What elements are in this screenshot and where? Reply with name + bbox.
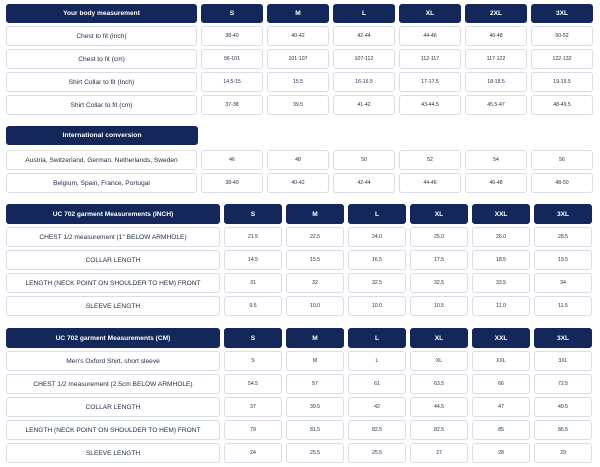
row-label: SLEEVE LENGTH [6, 296, 220, 316]
value-cell: 47 [472, 397, 530, 417]
row-label: CHEST 1/2 measurement (1" BELOW ARMHOLE) [6, 227, 220, 247]
value-cell: 16-16.5 [333, 72, 395, 92]
size-3xl-header: 3XL [531, 4, 593, 23]
size-2xl-header: 2XL [465, 4, 527, 23]
value-cell: 38-40 [201, 173, 263, 193]
value-cell: 15.5 [286, 250, 344, 270]
value-cell: 107-112 [333, 49, 395, 69]
table-row [6, 72, 594, 92]
value-cell: 25.0 [410, 227, 468, 247]
value-cell: 81.5 [286, 420, 344, 440]
value-cell: 41-42 [333, 95, 395, 115]
value-cell: 85 [472, 420, 530, 440]
value-cell: 24 [224, 443, 282, 463]
value-cell: 11.0 [472, 296, 530, 316]
cm-measurement-table [6, 328, 594, 466]
cm-title: UC 702 garment Measurements (CM) [6, 328, 220, 348]
value-cell: 37-38 [201, 95, 263, 115]
value-cell: 33.5 [472, 273, 530, 293]
size-s-header: S [224, 204, 282, 224]
row-label: Shirt Collar to fit (cm) [6, 95, 197, 115]
value-cell: 39.5 [267, 95, 329, 115]
value-cell: 82.5 [410, 420, 468, 440]
value-cell: 57 [286, 374, 344, 394]
value-cell: 25.5 [286, 443, 344, 463]
size-l-header: L [348, 204, 406, 224]
value-cell: L [348, 351, 406, 371]
value-cell: 48-49.5 [531, 95, 593, 115]
row-label: CHEST 1/2 measurement (2.5cm BELOW ARMHOLE) [6, 374, 220, 394]
value-cell: 24.0 [348, 227, 406, 247]
value-cell: 15.5 [267, 72, 329, 92]
size-m-header: M [286, 204, 344, 224]
size-xl-header: XL [410, 328, 468, 348]
value-cell: 82.5 [348, 420, 406, 440]
size-xl-header: XL [410, 204, 468, 224]
row-label: LENGTH (NECK POINT ON SHOULDER TO HEM) FRONT [6, 420, 220, 440]
table-row [6, 173, 594, 193]
value-cell: 45.5-47 [465, 95, 527, 115]
table-row [6, 420, 594, 440]
value-cell: 40-42 [267, 173, 329, 193]
body-measurement-table [6, 4, 594, 118]
value-cell: 66 [472, 374, 530, 394]
value-cell: 86.5 [534, 420, 592, 440]
table-row [6, 95, 594, 115]
value-cell: 31 [224, 273, 282, 293]
size-xl-header: XL [399, 4, 461, 23]
value-cell: 122-132 [531, 49, 593, 69]
value-cell: 63.5 [410, 374, 468, 394]
value-cell: 19-19.5 [531, 72, 593, 92]
inch-header-row [6, 204, 594, 224]
value-cell: 56 [531, 150, 593, 170]
value-cell: 72.5 [534, 374, 592, 394]
row-label: COLLAR LENGTH [6, 397, 220, 417]
value-cell: 10.0 [286, 296, 344, 316]
cm-header-row [6, 328, 594, 348]
value-cell: XXL [472, 351, 530, 371]
table-row [6, 397, 594, 417]
value-cell: 27 [410, 443, 468, 463]
value-cell: 28.5 [534, 227, 592, 247]
value-cell: 54.5 [224, 374, 282, 394]
value-cell: 9.5 [224, 296, 282, 316]
row-label: Men's Oxford Shirt, short sleeve [6, 351, 220, 371]
table-row [6, 49, 594, 69]
value-cell: 14.5-15 [201, 72, 263, 92]
row-label: SLEEVE LENGTH [6, 443, 220, 463]
value-cell: 43-44.5 [399, 95, 461, 115]
value-cell: 21.5 [224, 227, 282, 247]
value-cell: 3XL [534, 351, 592, 371]
table-row [6, 443, 594, 463]
row-label: Belgium, Spain, France, Portugal [6, 173, 197, 193]
value-cell: 19.5 [534, 250, 592, 270]
value-cell: 32.5 [348, 273, 406, 293]
size-m-header: M [286, 328, 344, 348]
row-label: Shirt Collar to fit (Inch) [6, 72, 197, 92]
value-cell: 42-44 [333, 26, 395, 46]
body-title: Your body measurement [6, 4, 197, 23]
value-cell: 39.5 [286, 397, 344, 417]
size-3xl-header: 3XL [534, 204, 592, 224]
value-cell: 16.5 [348, 250, 406, 270]
value-cell: 32 [286, 273, 344, 293]
table-row [6, 150, 594, 170]
inch-title: UC 702 garment Measurements (INCH) [6, 204, 220, 224]
size-xxl-header: XXL [472, 204, 530, 224]
value-cell: 46 [201, 150, 263, 170]
table-row [6, 351, 594, 371]
size-l-header: L [333, 4, 395, 23]
size-s-header: S [201, 4, 263, 23]
size-3xl-header: 3XL [534, 328, 592, 348]
value-cell: M [286, 351, 344, 371]
row-label: Chest to fit (cm) [6, 49, 197, 69]
table-row [6, 26, 594, 46]
value-cell: 14.5 [224, 250, 282, 270]
value-cell: 54 [465, 150, 527, 170]
value-cell: 10.5 [410, 296, 468, 316]
value-cell: 18.5 [472, 250, 530, 270]
value-cell: 48 [267, 150, 329, 170]
value-cell: 34 [534, 273, 592, 293]
row-label: COLLAR LENGTH [6, 250, 220, 270]
value-cell: 10.0 [348, 296, 406, 316]
value-cell: 52 [399, 150, 461, 170]
value-cell: 101-107 [267, 49, 329, 69]
size-xxl-header: XXL [472, 328, 530, 348]
value-cell: 26.0 [472, 227, 530, 247]
value-cell: 17-17.5 [399, 72, 461, 92]
value-cell: 11.5 [534, 296, 592, 316]
value-cell: S [224, 351, 282, 371]
value-cell: 61 [348, 374, 406, 394]
value-cell: 117-122 [465, 49, 527, 69]
row-label: Chest to fit (Inch) [6, 26, 197, 46]
value-cell: 50-52 [531, 26, 593, 46]
value-cell: 112-117 [399, 49, 461, 69]
value-cell: 32.5 [410, 273, 468, 293]
table-row [6, 273, 594, 293]
row-label: Austria, Switzerland, German, Netherlands, Sweden [6, 150, 197, 170]
table-row [6, 227, 594, 247]
value-cell: 44-46 [399, 173, 461, 193]
value-cell: 48-50 [531, 173, 593, 193]
table-row [6, 296, 594, 316]
international-table [6, 150, 594, 196]
value-cell: 96-101 [201, 49, 263, 69]
size-s-header: S [224, 328, 282, 348]
value-cell: 42-44 [333, 173, 395, 193]
row-label: LENGTH (NECK POINT ON SHOULDER TO HEM) FRONT [6, 273, 220, 293]
value-cell: 44-46 [399, 26, 461, 46]
value-cell: 44.5 [410, 397, 468, 417]
value-cell: 29 [534, 443, 592, 463]
size-m-header: M [267, 4, 329, 23]
table-row [6, 374, 594, 394]
value-cell: 49.5 [534, 397, 592, 417]
value-cell: XL [410, 351, 468, 371]
international-title: International conversion [6, 126, 198, 145]
size-l-header: L [348, 328, 406, 348]
value-cell: 42 [348, 397, 406, 417]
value-cell: 18-18.5 [465, 72, 527, 92]
value-cell: 50 [333, 150, 395, 170]
body-header-row [6, 4, 594, 23]
value-cell: 22.5 [286, 227, 344, 247]
value-cell: 28 [472, 443, 530, 463]
value-cell: 46-48 [465, 173, 527, 193]
value-cell: 37 [224, 397, 282, 417]
value-cell: 38-40 [201, 26, 263, 46]
value-cell: 25.5 [348, 443, 406, 463]
value-cell: 40-42 [267, 26, 329, 46]
table-row [6, 250, 594, 270]
value-cell: 17.5 [410, 250, 468, 270]
value-cell: 46-48 [465, 26, 527, 46]
inch-measurement-table [6, 204, 594, 319]
value-cell: 79 [224, 420, 282, 440]
